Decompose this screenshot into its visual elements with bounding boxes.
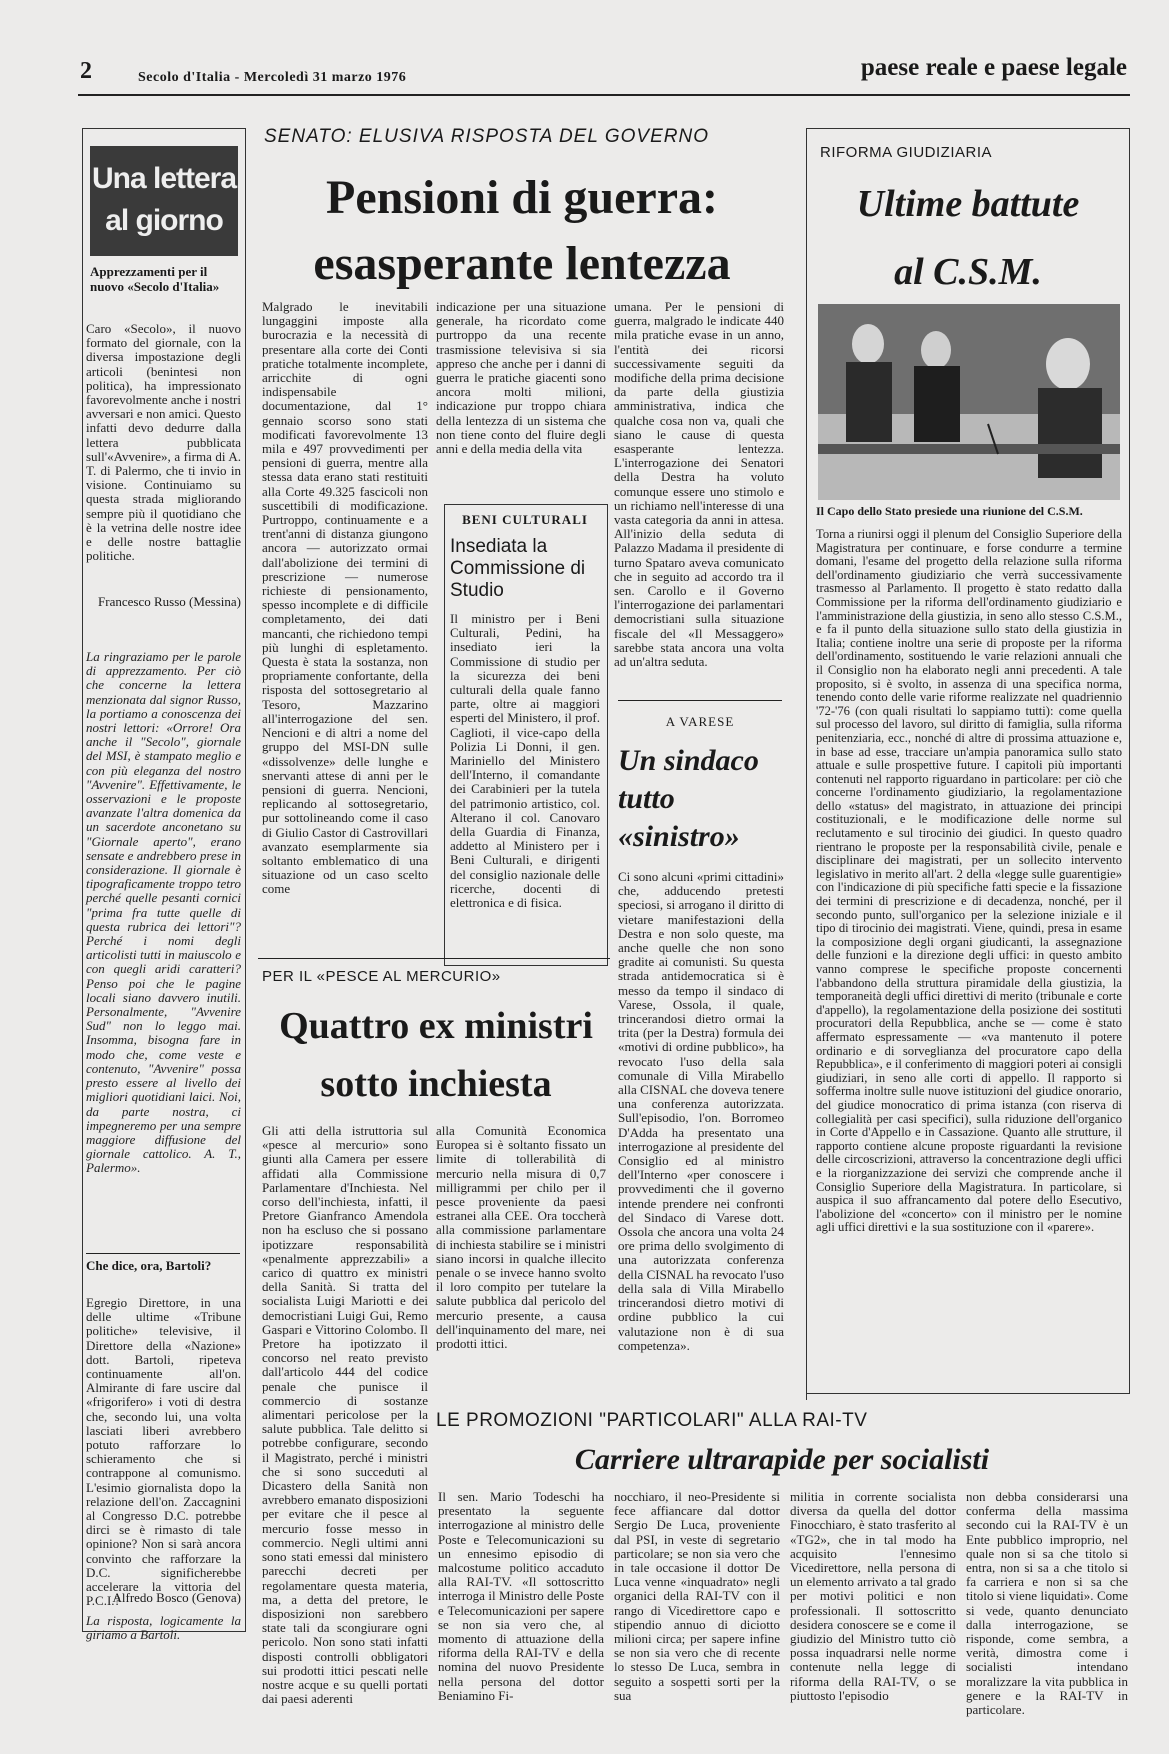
csm-caption: Il Capo dello Stato presiede una riunione del C.S.M.: [816, 504, 1083, 518]
lettera-reply: La ringraziamo per le parole di apprezzamento. Per ciò che concerne la lettera menzionata dal signor Russo, la portiamo a conoscenza dei nostri lettori: «Orrore! Ora anche il "Secolo", giornale del MSI, è stampato meglio e con più eleganza del nostro "Avvenire". Effettivamente, le osservazioni e le proposte avanzate l'altra domenica da un sacerdote anconetano su "Giornale aperto", erano sensate e andrebbero prese in considerazione. Il giornale è tipograficamente troppo tetro perché quelle pesanti cornici "prima fra tutte quelle di questa rubrica dei lettori"? Perché i nomi degli articolisti tutti in maiuscolo e con quegli aridi caratteri? Penso poi che le pagine locali siano davvero inutili. Personalmente, "Avvenire Sud" non lo leggo mai. Insomma, bisogna fare in modo che, come veste e contenuto, "Avvenire" possa presto essere al livello dei migliori quotidiani laici. Noi, da parte nostra, ci impegneremo per una sempre maggiore diffusione del giornale cattolico. A. T., Palermo».: [86, 649, 241, 1176]
csm-photo-figures: [818, 304, 1120, 500]
section-title: paese reale e paese legale: [860, 54, 1127, 81]
rai-title: Carriere ultrarapide per socialisti: [574, 1443, 990, 1476]
pensioni-title-line2: esasperante lentezza: [313, 237, 731, 290]
ministri-title-line2: sotto inchiesta: [320, 1063, 552, 1105]
rai-col3: militia in corrente socialista diversa da quella del dottor Finocchiaro, è stato trasferito al «TG2», che in tal modo ha acquisito l'ennesimo Vicedirettore, nella persona di un elemento arrivato a tal grado per motivi politici e non professionali. Il sottoscritto desidera conoscere se e come il giudizio del Ministro tutto ciò possa inquadrarsi nelle norme contenute nella legge di riforma della RAI-TV, o se piuttosto l'episodio: [790, 1489, 956, 1703]
rai-col4: non debba considerarsi una conferma della massima secondo cui la RAI-TV è un Ente pubblico improprio, nel quale non si sa che titolo si entra, non si sa a che titolo si fa carriera e non si sa che titolo si viene liquidati». Come si vede, quanto denunciato dalla interrogazione, se risponde, come sembra, a verità, dimostra come i socialisti intendano moralizzare la vita pubblica in genere e la RAI-TV in particolare.: [966, 1489, 1128, 1718]
lettera-box-title: Una lettera al giorno: [90, 146, 238, 256]
rai-kicker: LE PROMOZIONI "PARTICOLARI" ALLA RAI-TV: [436, 1410, 868, 1431]
lettera-headline: Apprezzamenti per il nuovo «Secolo d'Italia»: [90, 264, 220, 294]
pensioni-col3: umana. Per le pensioni di guerra, malgrado le indicate 440 mila pratiche evase in un anno, l'entità dei ricorsi successivamente seguiti da modifiche della prima decisione da parte della giustizia amministrativa, indica che qualche cosa non va, quali che siano le cause di questa esasperante lentezza. L'interrogazione dei Senatori della Destra ha voluto comunque essere uno stimolo e un richiamo nell'interesse di una vasta categoria da anni in attesa. All'inizio della seduta di Palazzo Madama il presidente di turno Spataro aveva comunicato che in seguito ad accordo tra il sen. Carollo e il Governo l'interrogazione dei parlamentari democristiani sulla situazione fiscale del «Il Messaggero» sarebbe stata ancora una volta ad un'altra seduta.: [614, 299, 784, 670]
header-rule: [78, 94, 1130, 96]
pensioni-kicker: SENATO: ELUSIVA RISPOSTA DEL GOVERNO: [264, 126, 709, 147]
rai-col2: nocchiaro, il neo-Presidente si fece affiancare dal dottor Sergio De Luca, proveniente dal PSI, in veste di segretario particolare; se non sia vero che in tale occasione il dottor De Luca venne «inquadrato» negli organici della RAI-TV con il rango di Vicedirettore capo e stipendio annuo di diciotto milioni circa; per sapere infine se non sia vero che di recente lo stesso De Luca, sembra in seguito a sospetti sorti per la sua: [614, 1489, 780, 1703]
beni-body: Il ministro per i Beni Culturali, Pedini, ha insediato ieri la Commissione di studio per la sicurezza dei beni culturali della quale fanno parte, oltre ai maggiori esperti del Ministero, il prof. Caglioti, il vice-capo della Polizia Li Donni, il gen. Mariniello del Ministero dell'Interno, il comandante dei Carabinieri per la tutela del patrimonio artistico, col. Alterano il col. Canovaro della Guardia di Finanza, addetto al Ministero per i Beni Culturali, e dirigenti del consiglio nazionale delle ricerche, docenti di elettronica e di fisica.: [450, 611, 600, 911]
csm-body: Torna a riunirsi oggi il plenum del Consiglio Superiore della Magistratura per continuare, e forse condurre a termine domani, l'esame del progetto della relazione sulla riforma dell'ordinamento giudiziario che verrà successivamente trasmesso al Parlamento. Il progetto è stato redatto dalla Commissione per la riforma dell'ordinamento giudiziario e l'amministrazione della giustizia, in seno allo stesso C.S.M., e fa il punto della situazione sullo stato della giustizia in Italia; contiene inoltre una serie di proposte per la riforma dell'ordinamento, sostituendo le varie relazioni annuali che il Consiglio non ha elaborato negli anni precedenti. A tale proposito, si è svolto, in assenza di una specifica norma, tenendo conto delle varie riforme realizzate nel quadriennio '72-'76 (con quali risultati lo sappiamo tutti): come quella sul processo del lavoro, sul diritto di famiglia, sulla riforma penitenziaria, ecc., nonché di altre di prossima attuazione e, in base ad esse, tracciare un'ampia panoramica sullo stato attuale e sulle prospettive future. I capitoli più importanti contenuti nel rapporto riguardano in particolare: per ciò che concerne l'ordinamento giudiziario, la regolamentazione dello «status» del magistrato, in attuazione dei principi costituzionali, e le modificazione delle norme sul reclutamento e sul tirocinio dei giudici. In questo quadro rientrano le proposte per la responsabilità civile, penale e disciplinare dei magistrati, per un sollecito intervento legislativo in merito all'art. 2 della «legge sulle guarentigie» con l'indicazione di più specifiche fatti specie e la fissazione dei termini di prescrizione e di decadenza, nonché, per il secondo punto, sull'organico per la selezione iniziale e il tipo di tirocinio dei magistrati. Viene, quindi, presa in esame la composizione degli organi giudicanti, la assegnazione delle funzioni e la direzione degli uffici: in questo ambito vanno comprese le specifiche proposte concernenti l'abbandono della struttura piramidale della giustizia, la temporaneità degli uffici direttivi di merito (tribunale e corte d'appello), la regolamentazione della posizione dei sostituti procuratori della Repubblica, anche se — come è stato affermato espressamente — «va mantenuto il potere ordinario e di sorveglianza del procuratore capo della Repubblica», e il conferimento di maggiori poteri ai consigli giudiziari, in seno alle corti di appello. Il rapporto si sofferma inoltre sulle nuove istituzioni del giudice onorario, del giudice monocratico di prima istanza (con riserva di collegialità per casi specifici), sulla riduzione dell'organico in Corte d'Appello e in Cassazione. Quanto alle strutture, il rapporto contiene alcune proposte riguardanti la revisione delle circoscrizioni, attraverso la concentrazione degli uffici e la riorganizzazione dei servizi che comprende anche il Consiglio Superiore della Magistratura. In particolare, si auspica il suo affrancamento dal potere dello Esecutivo, l'abolizione del «concerto» con il ministro per le nomine agli uffici direttivi e la sua sostituzione con il «parere».: [816, 527, 1122, 1235]
varese-top-rule: [618, 700, 782, 701]
varese-title: Un sindaco tutto «sinistro»: [618, 744, 759, 853]
publication-dateline: Secolo d'Italia - Mercoledì 31 marzo 1976: [138, 70, 407, 85]
lettera-reply2: La risposta, logicamente la giriamo a Bartoli.: [86, 1613, 241, 1643]
ministri-title-line1: Quattro ex ministri: [279, 1005, 593, 1047]
csm-title-line2: al C.S.M.: [894, 251, 1042, 293]
beni-title: Insediata la Commissione di Studio: [450, 536, 586, 601]
lettera-signature: Francesco Russo (Messina): [98, 594, 241, 609]
ministri-top-rule: [258, 958, 610, 959]
lettera-signature2: Alfredo Bosco (Genova): [112, 1590, 241, 1605]
pensioni-col1: Malgrado le inevitabili lungaggini imposte alla burocrazia e la necessità di presentare alla corte dei Conti pratiche totalmente incomplete, arricchite di ogni indispensabile documentazione, dal 1° gennaio scorso sono stati modificati favorevolmente 13 mila e 497 provvedimenti per pensioni di guerra, mentre alla stessa data erano stati restituiti alla Corte 49.325 fascicoli non suscettibili di modificazione. Purtroppo, continuamente e a trent'anni di distanza giungono ancora — autorizzato ormai dall'abolizione dei termini di prescrizione — numerose richieste di pensionamento, spesso incomplete e di difficile completamento, dei dati mancanti, che richiedono tempi più lunghi di espletamento. Questa è stata la sostanza, non propriamente confortante, della risposta del sottosegretario al Tesoro, Mazzarino all'interrogazione del sen. Nencioni e di altri a nome del gruppo del MSI-DN sulle «dissolvenze» delle lunghe e snervanti attese di anni per le pensioni di guerra. Nencioni, replicando al sottosegretario, pur sottolineando come il caso di Giulio Castor di Castrovillari avanzato esemplarmente sia soltanto emblematico di una situazione od un caso scelto come: [262, 299, 428, 897]
lettera-headline2: Che dice, ora, Bartoli?: [86, 1258, 212, 1273]
pensioni-col2: indicazione per una situazione generale, ha ricordato come purtroppo da una recente trasmissione televisiva si sia appreso che anche per i danni di guerra le pratiche giacenti sono ancora molti milioni, indicazione pur troppo chiara della lentezza di un sistema che non tiene conto del fluire degli anni e della media della vita: [436, 299, 606, 457]
ministri-col1: Gli atti della istruttoria sul «pesce al mercurio» sono giunti alla Camera per essere affidati alla Commissione Parlamentare d'Inchiesta. Nel corso dell'inchiesta, infatti, il Pretore Gianfranco Amendola non ha escluso che si possano ipotizzare responsabilità «penalmente apprezzabili» a carico di quattro ex ministri della Sanità. Si tratta del socialista Luigi Mariotti e dei democristiani Luigi Gui, Remo Gaspari e Vittorino Colombo. Il Pretore ha ipotizzato il concorso nel reato previsto dall'articolo 444 del codice penale che punisce il commercio di sostanze alimentari pericolose per la salute pubblica. Tale delitto si potrebbe configurare, secondo il Magistrato, perché i ministri che si sono succeduti al Dicastero della Sanità non avrebbero emanato disposizioni per evitare che il pesce al mercurio fosse messo in commercio. Negli ultimi anni sono stati emessi dal ministero parecchi decreti per regolamentare questa materia, ma, a detta del pretore, le disposizioni non sarebbero state tali da scongiurare ogni pericolo. Non sono stati infatti disposti controlli obbligatori sui prodotti ittici pescati nelle nostre acque e su quelli portati dai paesi aderenti: [262, 1123, 428, 1707]
ministri-col2: alla Comunità Economica Europea si è soltanto fissato un limite di tollerabilità di mercurio nella misura di 0,7 milligrammi per chilo per il pesce proveniente da paesi estranei alla CEE. Ora toccherà alla commissione parlamentare di inchiesta stabilire se i ministri siano incorsi in qualche illecito penale o se invece hanno svolto il loro compito per tutelare la salute pubblica dal pericolo del mercurio presente, a causa dell'inquinamento del mare, nei prodotti ittici.: [436, 1123, 606, 1352]
beni-kicker: BENI CULTURALI: [462, 512, 588, 527]
pensioni-title-line1: Pensioni di guerra:: [326, 171, 718, 224]
rai-col1: Il sen. Mario Todeschi ha presentato la seguente interrogazione al ministro delle Poste e Telecomunicazioni su un ennesimo episodio di malcostume politico accaduto alla RAI-TV. «Il sottoscritto interroga il Ministro delle Poste e Telecomunicazioni per sapere se non sia vero che, al momento di attuazione della riforma della RAI-TV e della nomina del nuovo Presidente nella persona del dottor Beniamino Fi-: [438, 1489, 604, 1703]
page-number: 2: [80, 58, 92, 84]
ministri-kicker: PER IL «PESCE AL MERCURIO»: [262, 968, 501, 985]
csm-photo: [818, 304, 1120, 500]
csm-kicker: RIFORMA GIUDIZIARIA: [820, 144, 993, 161]
varese-kicker: A VARESE: [665, 714, 735, 729]
lettera-divider: [86, 1253, 240, 1254]
lettera-body2: Egregio Direttore, in una delle ultime «Tribune politiche» televisive, il Direttore della «Nazione» dott. Bartoli, ripeteva continuamente all'on. Almirante di fare uscire dal «frigorifero» i voti di destra che, secondo lui, una volta lasciati liberi avrebbero potuto rafforzare lo schieramento che si contrappone al comunismo. L'esimio giornalista dopo la relazione dell'on. Zaccagnini al Congresso D.C. potrebbe dirci se è rimasto di tale opinione? Non si sarà ancora convinto che rafforzare la D.C. significherebbe accelerare la vittoria del P.C.I.?: [86, 1295, 241, 1609]
varese-body: Ci sono alcuni «primi cittadini» che, adducendo pretesti speciosi, si arrogano il diritto di vietare manifestazioni della Destra e non solo queste, ma anche quelle che non sono gradite ai comunisti. Su questa strada antidemocratica si è messo da tempo il sindaco di Varese, Ossola, il quale, trincerandosi dietro ormai la trita (per la Destra) formula dei «motivi di ordine pubblico», ha revocato l'uso della sala comunale di Villa Mirabello alla CISNAL che doveva tenere una conferenza autorizzata. Sull'episodio, l'on. Borromeo D'Adda ha presentato una interrogazione al presidente del Consiglio ed al ministro dell'Interno «per conoscere i provvedimenti che il governo intende prendere nei confronti del Sindaco di Varese dott. Ossola che ancora una volta 24 ore prima dello svolgimento di una autorizzata conferenza della CISNAL ha revocato l'uso della sala di Villa Mirabello trincerandosi dietro motivi di ordine pubblico la cui valutazione non è di sua competenza».: [618, 869, 784, 1353]
csm-title-line1: Ultime battute: [856, 183, 1080, 225]
lettera-body: Caro «Secolo», il nuovo formato del giornale, con la diversa impostazione degli articoli (benintesi non politica), ha impressionato favorevolmente anche i nostri avversari e non amici. Questo infatti devo dedurre dalla lettera pubblicata sull'«Avvenire», a firma di A. T. di Palermo, che ti invio in visione. Continuiamo su questa strada migliorando sempre più il quotidiano che è la vetrina delle nostre idee e delle nostre battaglie politiche.: [86, 321, 241, 564]
